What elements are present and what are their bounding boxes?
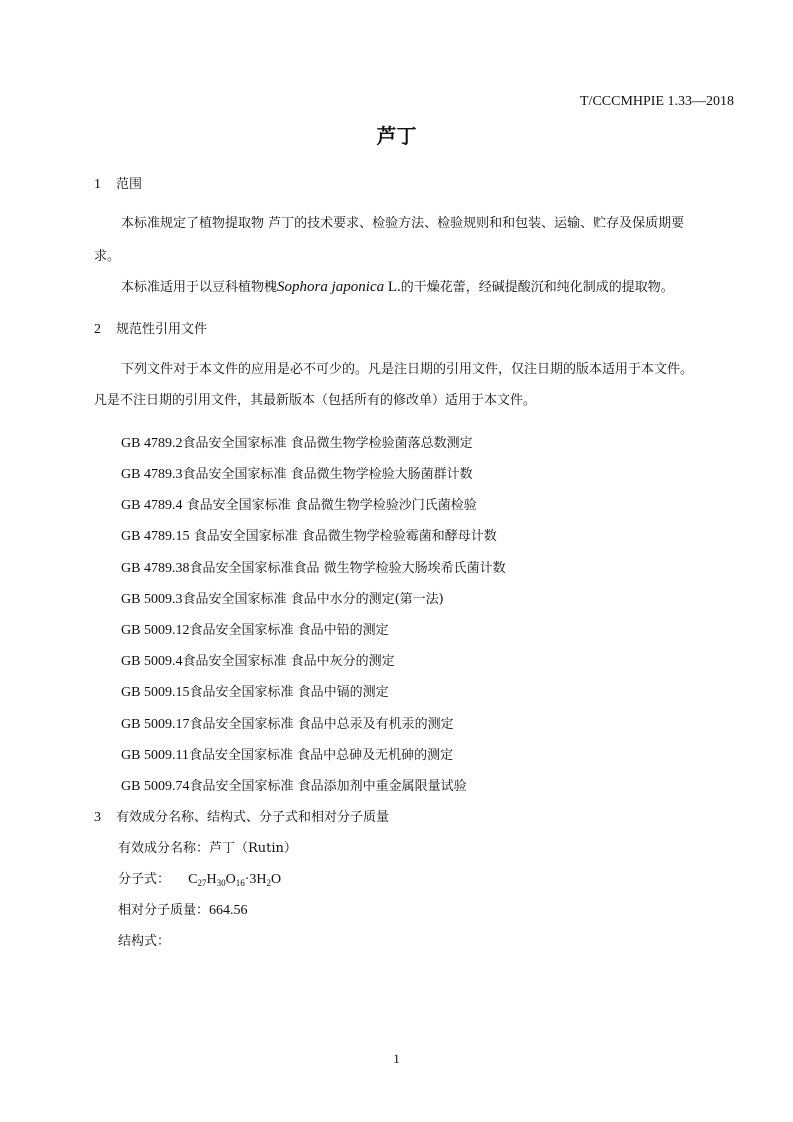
reference-title: 食品安全国家标准 食品微生物学检验大肠菌群计数 xyxy=(182,467,473,482)
field-value: 芦丁（Rutin） xyxy=(209,841,297,856)
formula-value: $C_{27}H_{30}O_{16}\cdot 3H_2O$ xyxy=(188,872,282,888)
molecular-formula xyxy=(118,868,281,888)
relative-molecular-mass xyxy=(118,899,248,919)
reference-title: 食品安全国家标准 食品微生物学检验沙门氏菌检验 xyxy=(182,498,477,513)
scope-text: 本标准适用于以豆科植物槐 xyxy=(121,280,278,295)
reference-code: GB 5009.15 xyxy=(121,685,190,700)
reference-code: GB 5009.4 xyxy=(121,654,183,669)
formula-subscript: 2 xyxy=(266,878,272,888)
references-paragraph-line: 凡是不注日期的引用文件，其最新版本（包括所有的修改单）适用于本文件。 xyxy=(94,393,537,408)
page-title: 芦丁 xyxy=(376,124,417,148)
reference-code: GB 4789.15 xyxy=(121,529,190,544)
reference-title: 食品安全国家标准 食品中总砷及无机砷的测定 xyxy=(188,748,454,763)
reference-item xyxy=(121,775,467,795)
references-paragraph-line: 下列文件对于本文件的应用是必不可少的。凡是注日期的引用文件，仅注日期的版本适用于本文件。 xyxy=(121,362,694,377)
scope-applicability-paragraph xyxy=(121,276,674,296)
latin-author: L. xyxy=(384,279,401,295)
field-label: 有效成分名称： xyxy=(118,841,210,856)
reference-code: GB 5009.12 xyxy=(121,623,190,638)
page-number: 1 xyxy=(393,1051,400,1066)
reference-item xyxy=(121,463,473,483)
reference-title: 食品安全国家标准食品 微生物学检验大肠埃希氏菌计数 xyxy=(189,561,506,576)
scope-paragraph-line: 求。 xyxy=(94,249,121,264)
field-value: 664.56 xyxy=(209,903,248,918)
scope-text: 的干燥花蕾，经碱提酸沉和纯化制成的提取物。 xyxy=(400,280,674,295)
reference-title: 食品安全国家标准 食品中灰分的测定 xyxy=(182,654,395,669)
reference-item xyxy=(121,588,444,608)
reference-item xyxy=(121,494,477,514)
reference-title: 食品安全国家标准 食品添加剂中重金属限量试验 xyxy=(189,779,467,794)
section-2-heading xyxy=(94,318,207,338)
reference-code: GB 4789.38 xyxy=(121,561,190,576)
structure-label: 结构式： xyxy=(118,934,171,949)
reference-code: GB 5009.11 xyxy=(121,748,189,763)
section-title: 范围 xyxy=(116,177,143,192)
reference-item xyxy=(121,681,389,701)
reference-item xyxy=(121,619,389,639)
standard-number: T/CCCMHPIE 1.33—2018 xyxy=(580,94,735,109)
reference-title: 食品安全国家标准 食品微生物学检验霉菌和酵母计数 xyxy=(189,529,497,544)
reference-code: GB 5009.74 xyxy=(121,779,190,794)
section-number: 1 xyxy=(94,177,101,192)
reference-code: GB 4789.2 xyxy=(121,436,183,451)
field-label: 分子式： xyxy=(118,872,171,887)
reference-title: 食品安全国家标准 食品中总汞及有机汞的测定 xyxy=(189,717,454,732)
section-3-heading xyxy=(94,806,389,826)
reference-title: 食品安全国家标准 食品中镉的测定 xyxy=(189,685,389,700)
reference-code: GB 4789.3 xyxy=(121,467,183,482)
reference-title: 食品安全国家标准 食品微生物学检验菌落总数测定 xyxy=(182,436,473,451)
formula-hydrate: ·3H xyxy=(244,872,267,887)
latin-species-name: Sophora japonica xyxy=(277,279,385,295)
section-1-heading xyxy=(94,173,142,193)
scope-paragraph-line: 本标准规定了植物提取物 芦丁的技术要求、检验方法、检验规则和和包装、运输、贮存及保质期要 xyxy=(121,216,685,231)
reference-item xyxy=(121,650,395,670)
field-label: 相对分子质量： xyxy=(118,903,210,918)
reference-title: 食品安全国家标准 食品中铅的测定 xyxy=(189,623,389,638)
formula-oxygen: O xyxy=(271,872,282,887)
reference-item xyxy=(121,432,473,452)
reference-title: 食品安全国家标准 食品中水分的测定(第一法) xyxy=(182,592,444,607)
reference-code: GB 5009.17 xyxy=(121,717,190,732)
reference-item xyxy=(121,557,506,577)
formula-subscript: 30 xyxy=(216,878,226,888)
reference-item xyxy=(121,525,497,545)
reference-item xyxy=(121,744,453,764)
formula-subscript: 27 xyxy=(197,878,207,888)
section-title: 规范性引用文件 xyxy=(116,322,208,337)
reference-item xyxy=(121,713,454,733)
section-title: 有效成分名称、结构式、分子式和相对分子质量 xyxy=(116,810,390,825)
section-number: 3 xyxy=(94,810,101,825)
formula-subscript: 16 xyxy=(235,878,245,888)
active-ingredient-name xyxy=(118,837,297,856)
reference-code: GB 4789.4 xyxy=(121,498,183,513)
reference-code: GB 5009.3 xyxy=(121,592,183,607)
section-number: 2 xyxy=(94,322,101,337)
